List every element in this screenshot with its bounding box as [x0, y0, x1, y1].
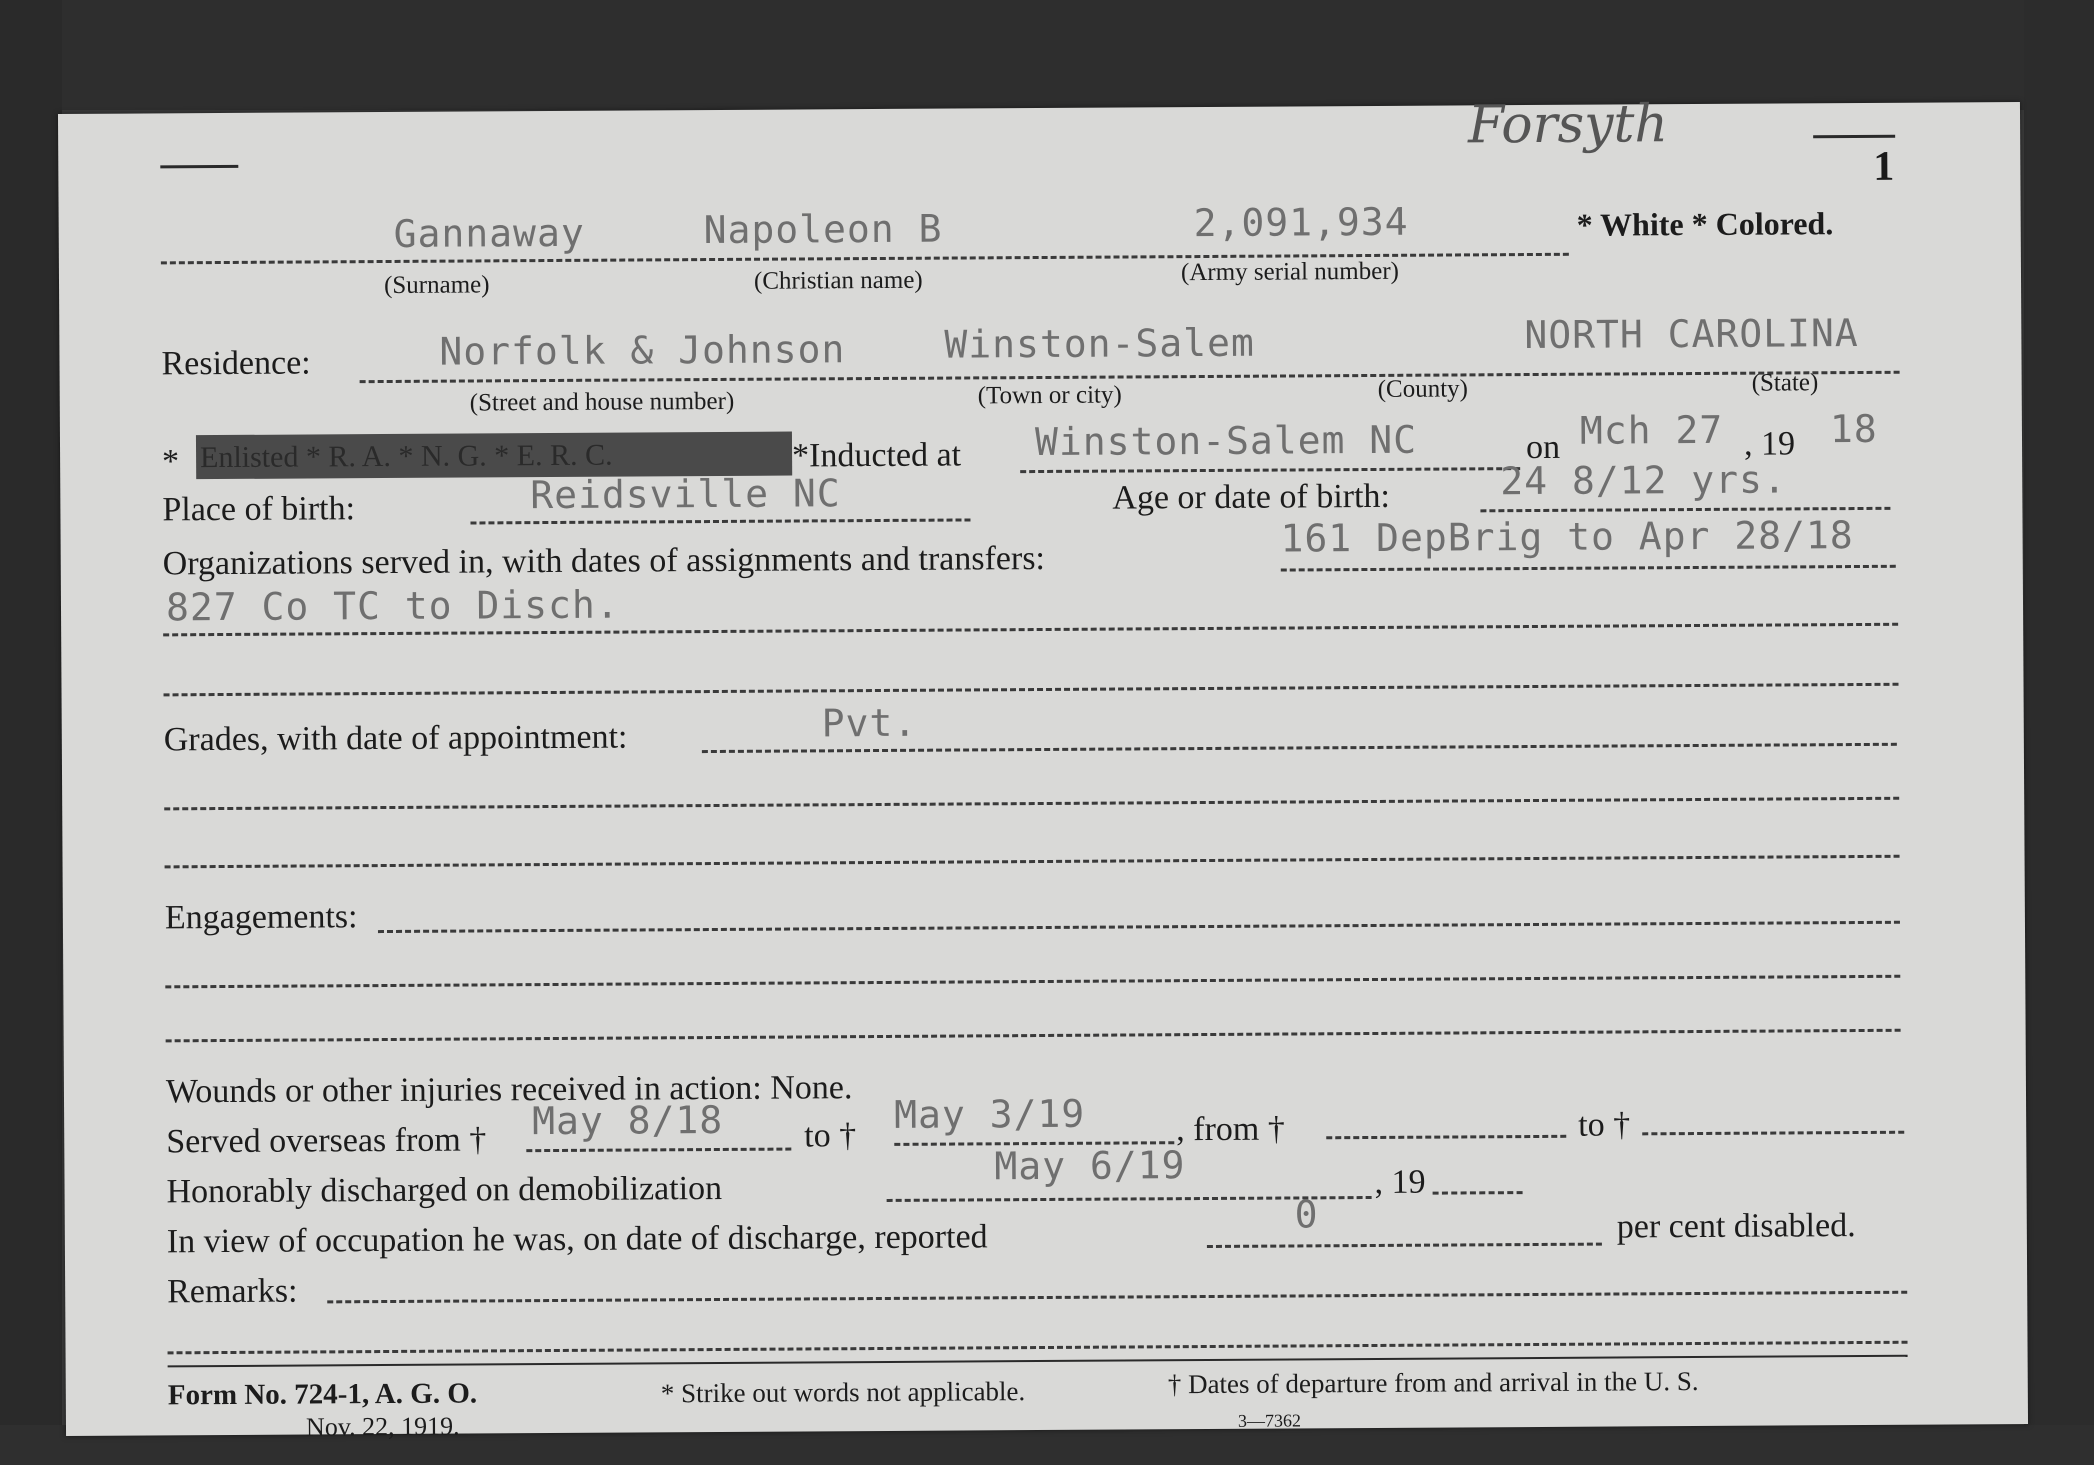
- organizations-line-1: [1281, 565, 1896, 572]
- remarks-line-2: [168, 1341, 1908, 1355]
- disability-suffix: per cent disabled.: [1616, 1207, 1856, 1246]
- grades-line-2: [164, 797, 1899, 811]
- organizations-value-1: 161 DepBrig to Apr 28/18: [1280, 513, 1854, 561]
- form-number: Form No. 724-1, A. G. O.: [167, 1377, 478, 1412]
- remarks-line-1: [327, 1291, 1907, 1304]
- army-serial-value: 2,091,934: [1193, 199, 1409, 246]
- disability-label: In view of occupation he was, on date of discharge, reported: [166, 1218, 988, 1261]
- overseas-to-label: to †: [804, 1117, 857, 1155]
- engagements-line-3: [166, 1029, 1901, 1043]
- print-code: 3—7362: [1237, 1410, 1302, 1431]
- struck-enlistment-text: Enlisted * R. A. * N. G. * E. R. C.: [199, 438, 613, 475]
- overseas-to2-line: [1642, 1131, 1904, 1136]
- age-line: [1480, 507, 1890, 513]
- background-left: [0, 0, 62, 1465]
- wounds-label: Wounds or other injuries received in action: None.: [165, 1069, 853, 1111]
- place-of-birth-line: [470, 518, 970, 524]
- town-value: Winston-Salem: [944, 320, 1255, 367]
- dates-note: † Dates of departure from and arrival in the U. S.: [1167, 1366, 1699, 1400]
- race-options: * White * Colored.: [1576, 205, 1834, 243]
- overseas-to2-label: to †: [1578, 1106, 1631, 1144]
- place-of-birth-label: Place of birth:: [162, 490, 356, 529]
- inducted-place-value: Winston-Salem NC: [1034, 417, 1418, 465]
- service-record-card: [58, 94, 2028, 1442]
- handwritten-county: Forsyth: [1467, 94, 1669, 156]
- discharge-date-value: May 6/19: [994, 1143, 1186, 1189]
- inducted-on-label: on: [1525, 428, 1561, 467]
- state-value: NORTH CAROLINA: [1524, 311, 1859, 358]
- organizations-line-3: [164, 683, 1899, 697]
- background-right: [2024, 0, 2094, 1465]
- top-left-rule: [160, 165, 238, 168]
- discharge-label: Honorably discharged on demobilization: [166, 1169, 723, 1211]
- surname-caption: (Surname): [383, 271, 490, 300]
- town-caption: (Town or city): [977, 381, 1122, 410]
- discharge-year-label: , 19: [1374, 1163, 1426, 1201]
- discharge-year-line: [1433, 1191, 1523, 1195]
- inducted-year-prefix: , 19: [1743, 425, 1796, 463]
- grades-line-3: [165, 855, 1900, 869]
- street-caption: (Street and house number): [469, 387, 735, 417]
- overseas-from-line: [526, 1148, 791, 1153]
- background-top: [0, 0, 2094, 110]
- christian-name-value: Napoleon B: [703, 206, 943, 253]
- age-label: Age or date of birth:: [1112, 477, 1391, 517]
- inducted-place-line: [1020, 467, 1520, 473]
- inducted-date-value: Mch 27: [1579, 407, 1724, 453]
- engagements-line-1: [378, 921, 1900, 933]
- overseas-from2-line: [1326, 1135, 1566, 1139]
- inducted-year-value: 18: [1829, 406, 1878, 452]
- grades-value: Pvt.: [821, 700, 918, 746]
- card-number: 1: [1873, 143, 1895, 190]
- residence-label: Residence:: [161, 344, 311, 383]
- remarks-label: Remarks:: [167, 1272, 298, 1311]
- place-of-birth-value: Reidsville NC: [530, 471, 841, 518]
- inducted-at-label: *Inducted at: [791, 436, 962, 475]
- organizations-label: Organizations served in, with dates of assignments and transfers:: [162, 539, 1046, 583]
- age-value: 24 8/12 yrs.: [1500, 457, 1787, 504]
- organizations-value-2: 827 Co TC to Disch.: [165, 582, 620, 630]
- army-serial-caption: (Army serial number): [1180, 257, 1400, 287]
- overseas-to-value: May 3/19: [893, 1091, 1086, 1137]
- form-date: Nov. 22, 1919.: [305, 1411, 460, 1442]
- disability-value: 0: [1294, 1192, 1319, 1237]
- grades-label: Grades, with date of appointment:: [163, 718, 628, 759]
- strike-out-note: * Strike out words not applicable.: [660, 1376, 1026, 1409]
- served-overseas-label: Served overseas from †: [166, 1121, 487, 1161]
- overseas-from-value: May 8/18: [532, 1097, 724, 1144]
- surname-value: Gannaway: [393, 210, 585, 256]
- engagements-line-2: [165, 975, 1900, 989]
- disability-line: [1207, 1243, 1602, 1248]
- top-right-rule: [1813, 135, 1895, 139]
- engagements-label: Engagements:: [164, 898, 358, 937]
- induction-prefix: *: [161, 443, 180, 481]
- overseas-from2-label: , from †: [1176, 1110, 1285, 1149]
- christian-name-caption: (Christian name): [753, 266, 923, 295]
- county-caption: (County): [1377, 375, 1469, 403]
- state-caption: (State): [1751, 369, 1819, 397]
- street-value: Norfolk & Johnson: [439, 327, 846, 374]
